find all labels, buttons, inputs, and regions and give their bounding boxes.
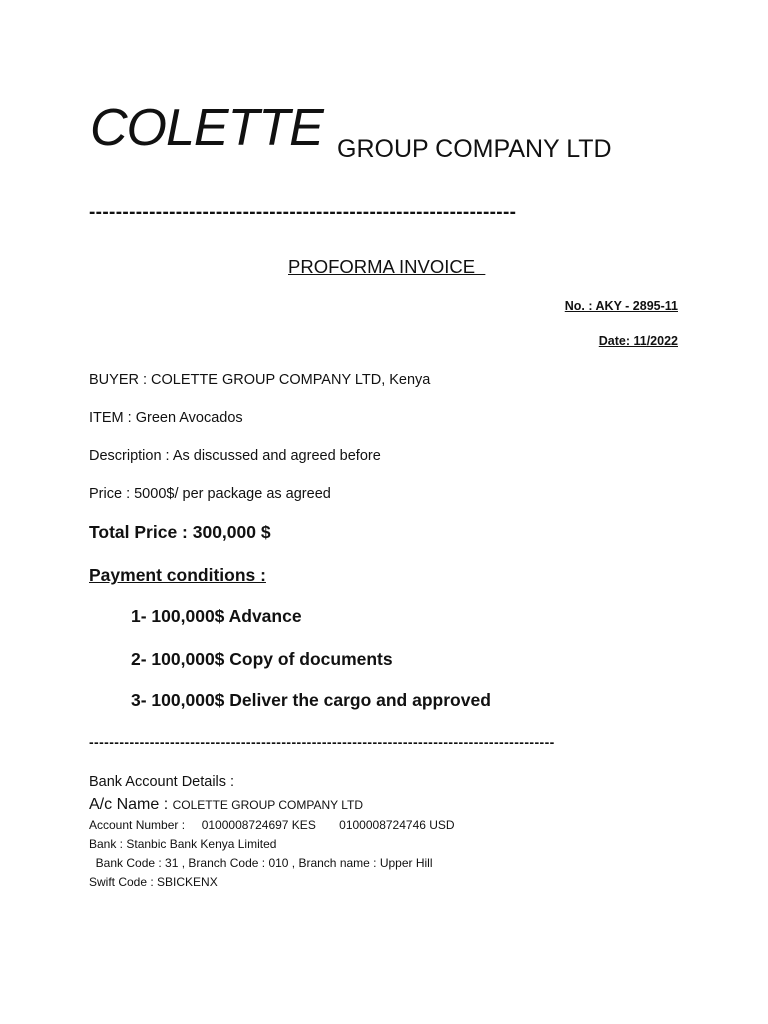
bank-codes-line: Bank Code : 31 , Branch Code : 010 , Branch name : Upper Hill (89, 856, 433, 870)
price-line: Price : 5000$/ per package as agreed (89, 486, 331, 502)
top-separator: ---------------------------------------------------------------- (89, 202, 517, 223)
company-brand-name: COLETTE (90, 99, 323, 157)
invoice-number: No. : AKY - 2895-11 (564, 299, 678, 313)
invoice-date: Date: 11/2022 (598, 334, 678, 348)
account-name-value: COLETTE GROUP COMPANY LTD (172, 798, 364, 812)
item-line: ITEM : Green Avocados (89, 410, 243, 426)
bank-details-heading: Bank Account Details : (89, 774, 235, 790)
account-name-line (89, 797, 363, 813)
description-line: Description : As discussed and agreed before (89, 448, 381, 464)
payment-condition-item: 3- 100,000$ Deliver the cargo and approved (131, 690, 491, 710)
payment-condition-item: 2- 100,000$ Copy of documents (131, 649, 393, 669)
bank-name-line: Bank : Stanbic Bank Kenya Limited (89, 837, 277, 851)
total-price: Total Price : 300,000 $ (89, 522, 271, 542)
bottom-separator: -------------------------------------------------------------------------------------------- (89, 734, 555, 750)
swift-code-line: Swift Code : SBICKENX (89, 875, 218, 889)
invoice-title: PROFORMA INVOICE (288, 256, 486, 277)
account-number-line: Account Number : 0100008724697 KES 0100008724746 USD (89, 818, 455, 832)
company-name-suffix: GROUP COMPANY LTD (337, 135, 612, 163)
account-name-label: A/c Name : (89, 796, 173, 813)
payment-conditions-heading: Payment conditions : (89, 565, 266, 585)
payment-condition-item: 1- 100,000$ Advance (131, 606, 302, 626)
buyer-line: BUYER : COLETTE GROUP COMPANY LTD, Kenya (89, 372, 431, 388)
